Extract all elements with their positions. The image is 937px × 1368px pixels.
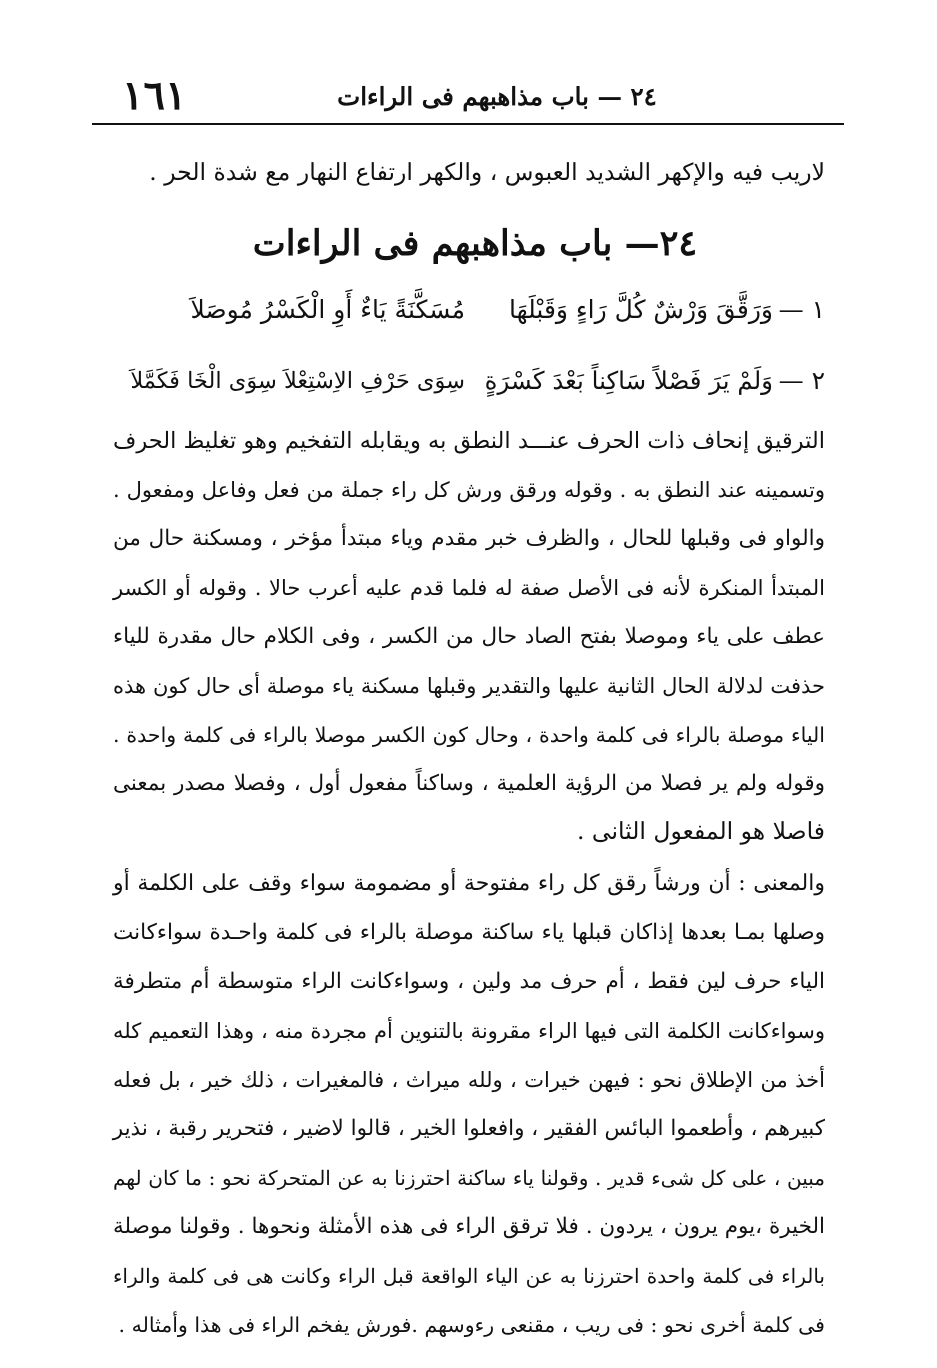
verse-number: ٢ —	[778, 366, 825, 395]
commentary-line: وقوله ولم ير فصلا من الرؤية العلمية ، وساكناً مفعول أول ، وفصلا مصدر بمعنى	[113, 771, 825, 796]
commentary-line: والواو فى وقبلها للحال ، والظرف خبر مقدم وياء مبتدأ مؤخر ، ومسكنة حال من	[113, 526, 825, 551]
intro-line: لاريب فيه والإكهر الشديد العبوس ، والكهر ارتفاع النهار مع شدة الحر .	[149, 158, 825, 186]
verse-second-hemistich: مُسَكَّنَةً يَاءٌ أَوِ الْكَسْرُ مُوصَلاَ	[190, 295, 465, 324]
meaning-line: وصلها بمـا بعدها إذاكان قبلها ياء ساكنة موصلة بالراء فى كلمة واحـدة سواءكانت	[113, 920, 825, 945]
commentary-line: وتسمينه عند النطق به . وقوله ورقق ورش كل راء جملة من فعل وفاعل ومفعول .	[113, 478, 825, 502]
meaning-line: فى كلمة أخرى نحو : فى ريب ، مقنعى رءوسهم .فورش يفخم الراء فى هذا وأمثاله .	[118, 1313, 825, 1337]
page-number: ١٦١	[122, 72, 187, 119]
commentary-line: عطف على ياء وموصلا بفتح الصاد حال من الكسر ، وفى الكلام حال مقدرة للياء	[113, 624, 825, 649]
meaning-line: الياء حرف لين فقط ، أم حرف مد ولين ، وسواءكانت الراء متوسطة أم متطرفة	[113, 969, 825, 994]
commentary-line: الترقيق إنحاف ذات الحرف عنـــد النطق به ويقابله التفخيم وهو تغليظ الحرف	[113, 428, 825, 454]
running-head-title: ٢٤ — باب مذاهبهم فى الراءات	[337, 82, 657, 111]
meaning-line: وسواءكانت الكلمة التى فيها الراء مقرونة بالتنوين أم مجردة منه ، وهذا التعميم كله	[113, 1019, 825, 1043]
commentary-line: فاصلا هو المفعول الثانى .	[576, 817, 825, 845]
meaning-line: كبيرهم ، وأطعموا البائس الفقير ، وافعلوا الخير ، قالوا لاضير ، فتحرير رقبة ، نذير	[112, 1116, 825, 1141]
meaning-line: أخذ من الإطلاق نحو : فيهن خيرات ، ولله ميراث ، فالمغيرات ، ذلك خير ، بل فعله	[113, 1068, 825, 1092]
meaning-line: مبين ، على كل شىء قدير . وقولنا ياء ساكنة احترزنا به عن المتحركة نحو : ما كان لهم	[113, 1166, 825, 1190]
meaning-line: بالراء فى كلمة واحدة احترزنا به عن الياء الواقعة قبل الراء وكانت هى فى كلمة والراء	[113, 1264, 826, 1288]
verse-second-hemistich: سِوَى حَرْفِ الاِسْتِعْلاَ سِوَى الْخَا فَكَمَّلاَ	[130, 368, 465, 394]
verse-first-hemistich: وَرَقَّقَ وَرْشٌ كُلَّ رَاءٍ وَقَبْلَهَا	[509, 295, 773, 324]
verse-number: ١ —	[778, 295, 825, 324]
chapter-title: ٢٤— باب مذاهبهم فى الراءات	[252, 223, 698, 264]
running-head	[92, 70, 844, 122]
meaning-line: والمعنى : أن ورشاً رقق كل راء مفتوحة أو مضمومة سواء وقف على الكلمة أو	[113, 871, 825, 896]
verse-first-hemistich: وَلَمْ يَرَ فَصْلاً سَاكِناً بَعْدَ كَسْرَةٍ	[484, 366, 773, 395]
verse-2	[125, 361, 825, 401]
meaning-line: الخيرة ،يوم يرون ، يردون . فلا ترقق الراء فى هذه الأمثلة ونحوها . وقولنا موصلة	[113, 1214, 825, 1239]
header-divider	[92, 123, 844, 125]
commentary-line: حذفت لدلالة الحال الثانية عليها والتقدير وقبلها مسكنة ياء موصلة أى حال كون هذه	[113, 674, 825, 698]
verse-1	[125, 290, 825, 330]
commentary-line: الياء موصلة بالراء فى كلمة واحدة ، وحال كون الكسر موصلا بالراء فى كلمة واحدة .	[113, 723, 825, 747]
commentary-line: المبتدأ المنكرة لأنه فى الأصل صفة له فلما قدم عليه أعرب حالا . وقوله أو الكسر	[113, 576, 825, 600]
